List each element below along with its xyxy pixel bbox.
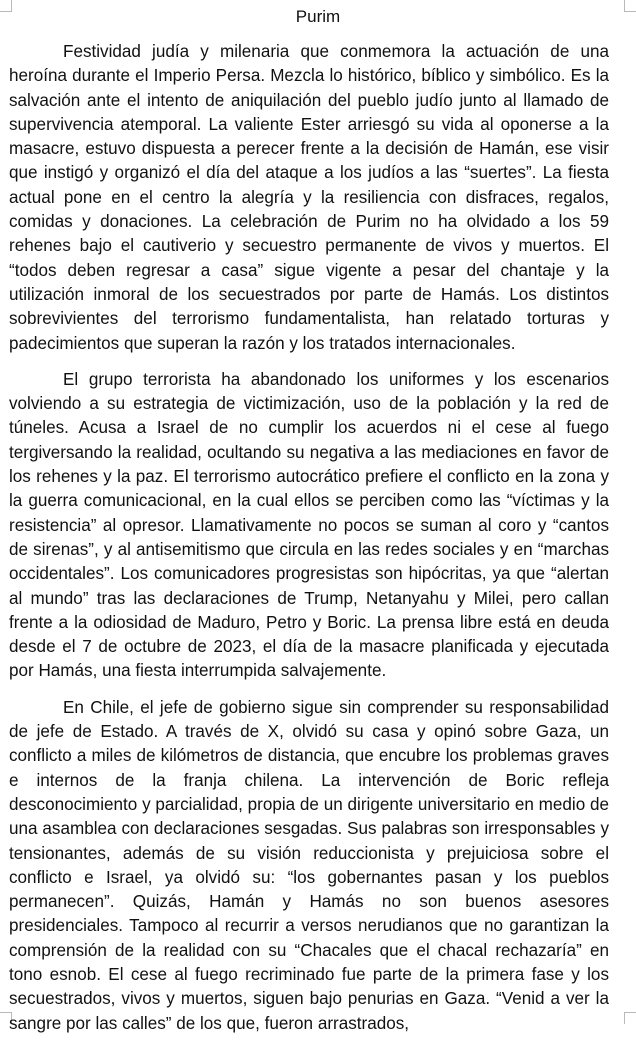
paragraph: El grupo terrorista ha abandonado los uniformes y los escenarios volviendo a su estrategia de victimización, uso de la población y la red de túneles. Acusa a Israel de no cumplir los acuerdos ni el cese al fuego tergiversando la realidad, ocultando su negativa a las mediaciones en favor de los rehenes y la paz. El terrorismo autocrático prefiere el conflicto en la zona y la guerra comunicacional, en la cual ellos se perciben como las “víctimas y la resistencia” al opresor. Llamativamente no pocos se suman al coro y “cantos de sirenas”, y al antisemitismo que circula en las redes sociales y en “marchas occidentales”. Los comunicadores progresistas son hipócritas, ya que “alertan al mundo” tras las declaraciones de Trump, Netanyahu y Milei, pero callan frente a la odiosidad de Maduro, Petro y Boric. La prensa libre está en deuda desde el 7 de octubre de 2023, el día de la masacre planificada y ejecutada por Hamás, una fiesta interrumpida salvajemente. xyxy=(9,369,609,681)
paragraph: En Chile, el jefe de gobierno sigue sin comprender su responsabilidad de jefe de Estado. A través de X, olvidó su casa y opinó sobre Gaza, un conflicto a miles de kilómetros de distancia, que encubre los problemas graves e internos de la franja chilena. La intervención de Boric refleja desconocimiento y parcialidad, propia de un dirigente universitario en medio de una asamblea con declaraciones sesgadas. Sus palabras son irresponsables y tensionantes, además de su visión reduccionista y prejuiciosa sobre el conflicto e Israel, ya olvidó su: “los gobernantes pasan y los pueblos permanecen”. Quizás, Hamán y Hamás no son buenos asesores presidenciales. Tampoco al recurrir a versos nerudianos que no garantizan la comprensión de la realidad con su “Chacales que el chacal rechazaría” en tono esnob. El cese al fuego recriminado fue parte de la primera fase y los secuestrados, vivos y muertos, siguen bajo penurias en Gaza. “Venid a ver la sangre por las calles” de los que, fueron arrastrados, xyxy=(9,697,609,1033)
paragraph: Festividad judía y milenaria que conmemora la actuación de una heroína durante el Imperio Persa. Mezcla lo histórico, bíblico y simbólico. Es la salvación ante el intento de aniquilación del pueblo judío junto al llamado de supervivencia atemporal. La valiente Ester arriesgó su vida al oponerse a la masacre, estuvo dispuesta a perecer frente a la decisión de Hamán, ese visir que instigó y organizó el día del ataque a los judíos a las “suertes”. La fiesta actual pone en el centro la alegría y la resiliencia con disfraces, regalos, comidas y donaciones. La celebración de Purim no ha olvidado a los 59 rehenes bajo el cautiverio y secuestro permanente de vivos y muertos. El “todos deben regresar a casa” sigue vigente a pesar del chantaje y la utilización inmoral de los secuestrados por parte de Hamás. Los distintos sobrevivientes del terrorismo fundamentalista, han relatado torturas y padecimientos que superan la razón y los tratados internacionales. xyxy=(9,42,609,353)
document-body xyxy=(9,40,609,1048)
document-title: Purim xyxy=(295,7,341,26)
page-corner-mark-bottom-right xyxy=(624,1012,636,1024)
